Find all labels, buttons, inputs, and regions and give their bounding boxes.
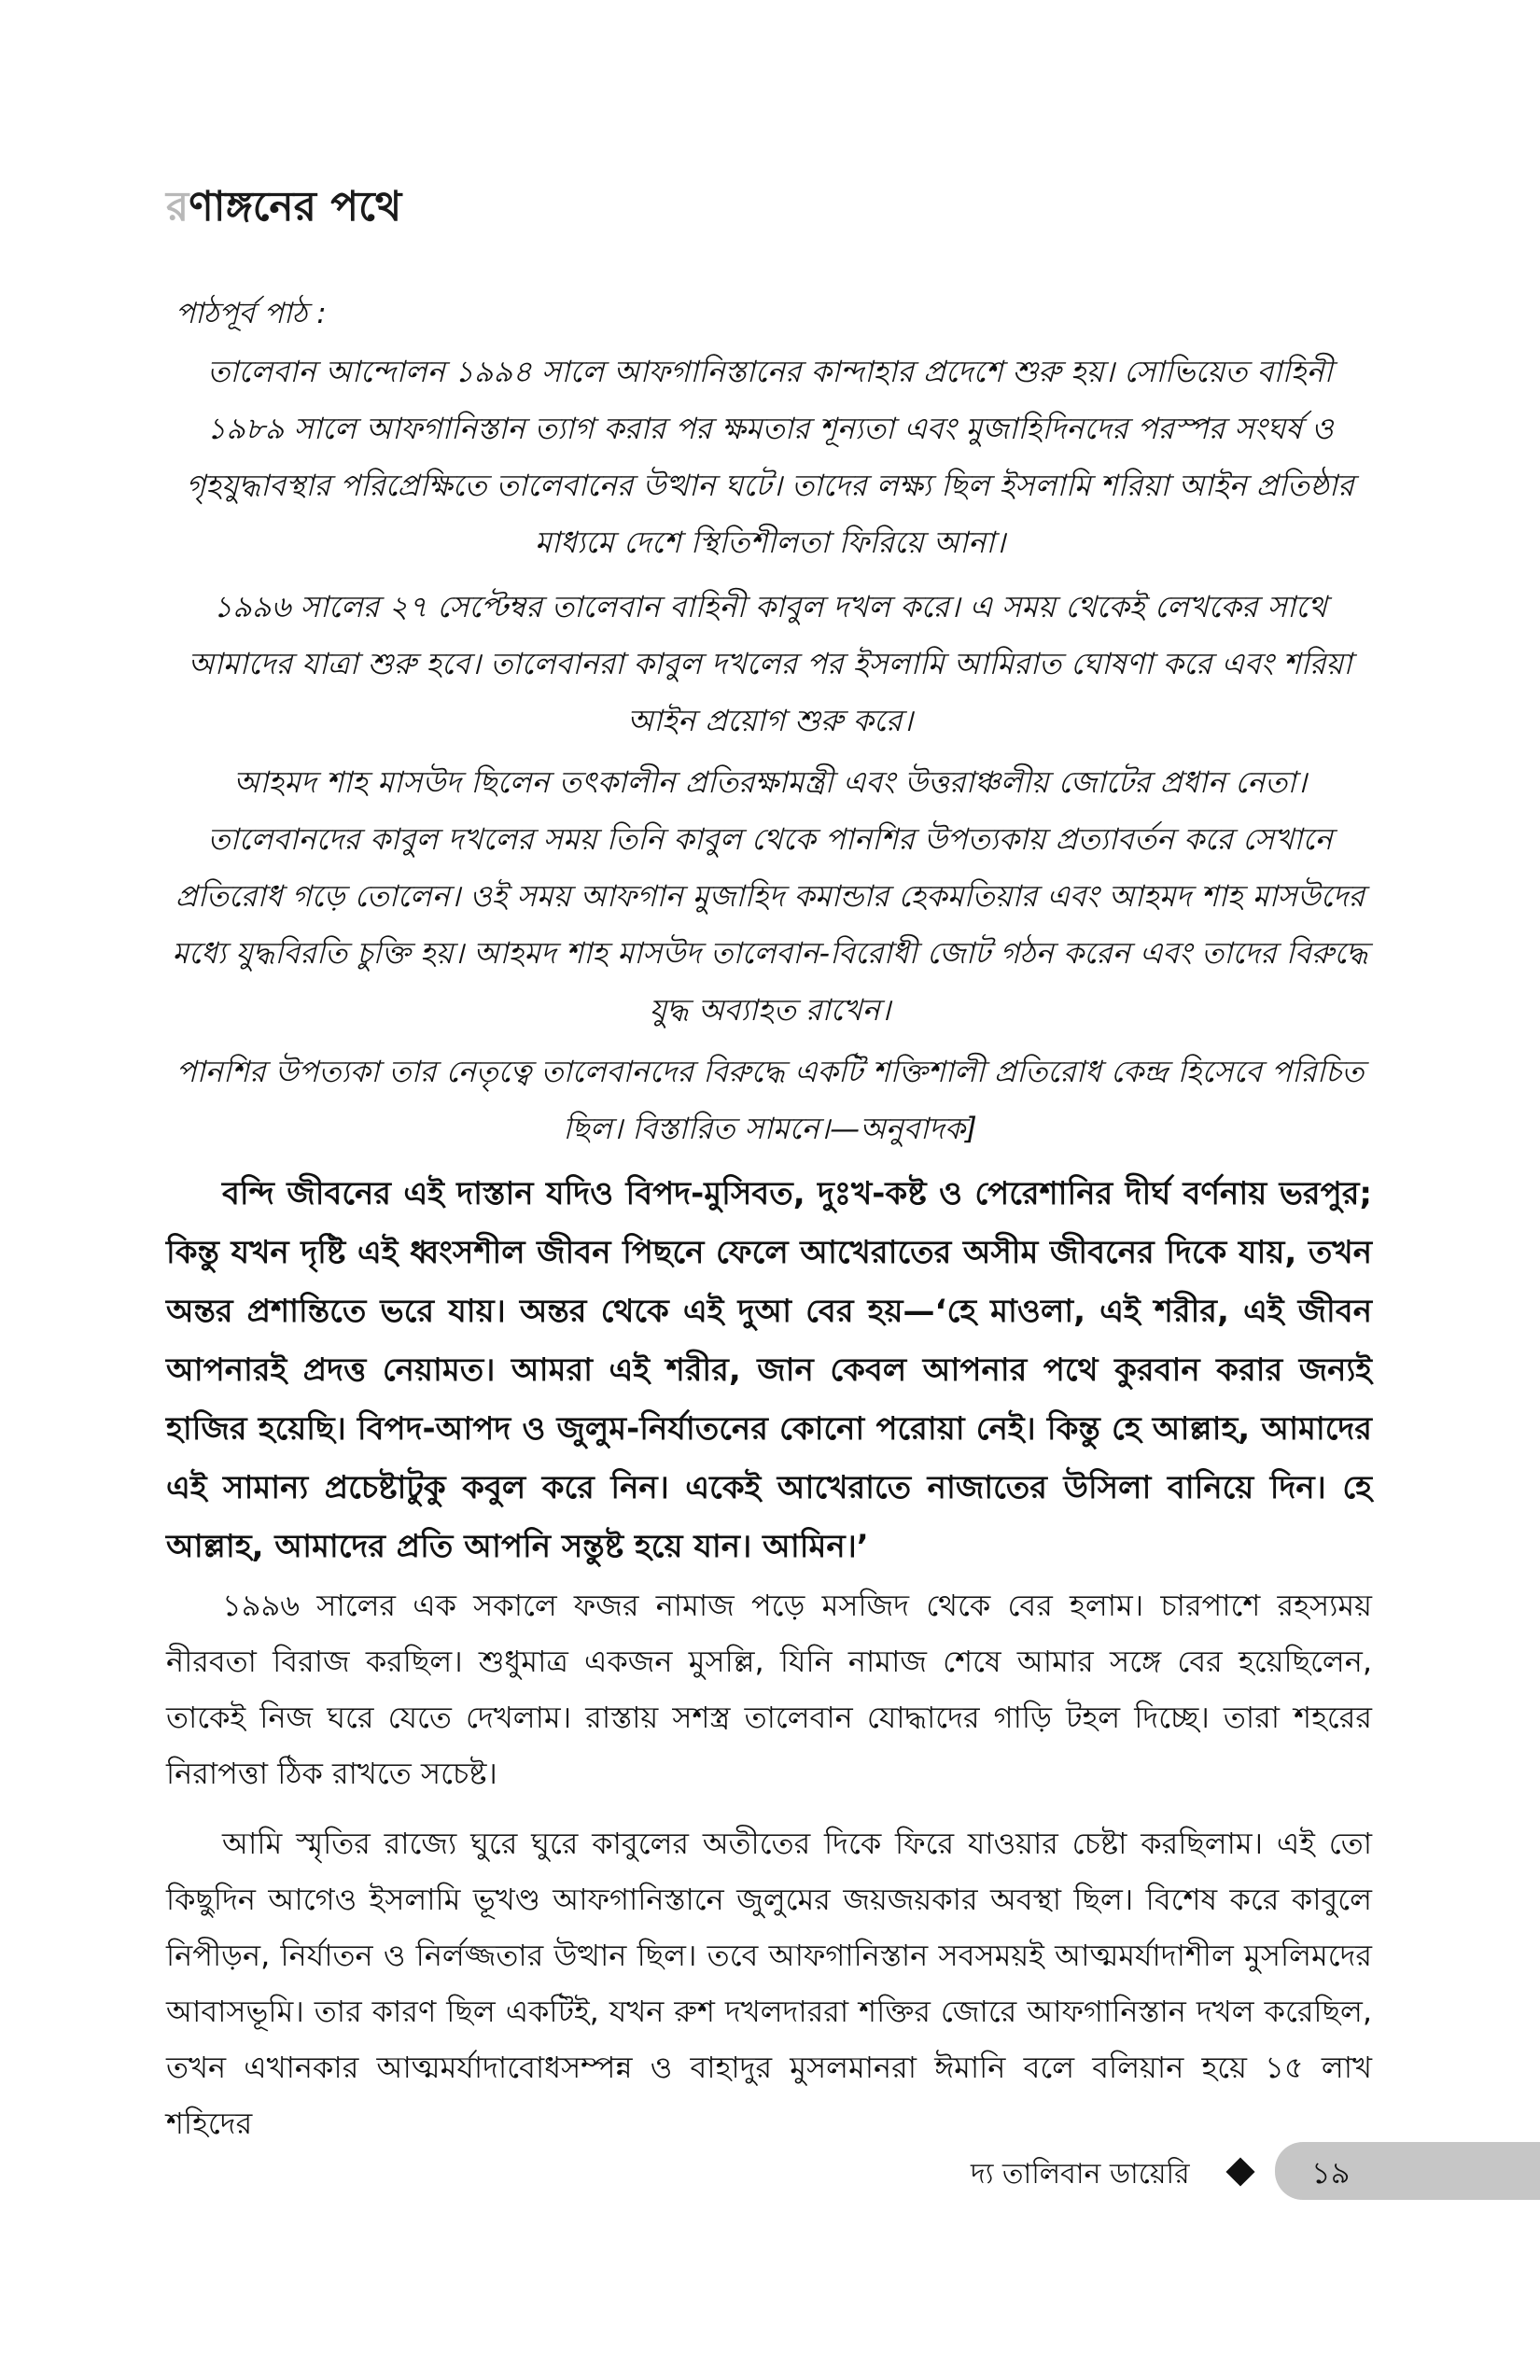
chapter-title-initial: র bbox=[166, 183, 189, 231]
prayer-paragraph: বন্দি জীবনের এই দাস্তান যদিও বিপদ-মুসিবত, দুঃখ-কষ্ট ও পেরেশানির দীর্ঘ বর্ণনায় ভরপুর; কিন্তু যখন দৃষ্টি এই ধ্বংসশীল জীবন পিছনে ফেলে আখেরাতের অসীম জীবনের দিকে যায়, তখন অন্তর প্রশান্তিতে ভরে যায়। অন্তর থেকে এই দুআ বের হয়—‘হে মাওলা, এই শরীর, এই জীবন আপনারই প্রদত্ত নেয়ামত। আমরা এই শরীর, জান কেবল আপনার পথে কুরবান করার জন্যই হাজির হয়েছি। বিপদ-আপদ ও জুলুম-নির্যাতনের কোনো পরোয়া নেই। কিন্তু হে আল্লাহ, আমাদের এই সামান্য প্রচেষ্টাটুকু কবুল করে নিন। একেই আখেরাতে নাজাতের উসিলা বানিয়ে দিন। হে আল্লাহ, আমাদের প্রতি আপনি সন্তুষ্ট হয়ে যান। আমিন।’ bbox=[166, 1175, 1372, 1565]
intro-paragraph: আহমদ শাহ মাসউদ ছিলেন তৎকালীন প্রতিরক্ষামন্ত্রী এবং উত্তরাঞ্চলীয় জোটের প্রধান নেতা। তালেবানদের কাবুল দখলের সময় তিনি কাবুল থেকে পানশির উপত্যকায় প্রত্যাবর্তন করে সেখানে প্রতিরোধ গড়ে তোলেন। ওই সময় আফগান মুজাহিদ কমান্ডার হেকমতিয়ার এবং আহমদ শাহ মাসউদের মধ্যে যুদ্ধবিরতি চুক্তি হয়। আহমদ শাহ মাসউদ তালেবান-বিরোধী জোট গঠন করেন এবং তাদের বিরুদ্ধে যুদ্ধ অব্যাহত রাখেন। bbox=[172, 764, 1368, 1028]
footer-diamond-icon bbox=[1225, 2157, 1254, 2186]
intro-paragraph: ১৯৯৬ সালের ২৭ সেপ্টেম্বর তালেবান বাহিনী কাবুল দখল করে। এ সময় থেকেই লেখকের সাথে আমাদের যাত্রা শুরু হবে। তালেবানরা কাবুল দখলের পর ইসলামি আমিরাত ঘোষণা করে এবং শরিয়া আইন প্রয়োগ শুরু করে। bbox=[188, 589, 1352, 738]
chapter-title bbox=[166, 175, 401, 244]
intro-paragraph: তালেবান আন্দোলন ১৯৯৪ সালে আফগানিস্তানের কান্দাহার প্রদেশে শুরু হয়। সোভিয়েত বাহিনী ১৯৮৯ সালে আফগানিস্তান ত্যাগ করার পর ক্ষমতার শূন্যতা এবং মুজাহিদিনদের পরস্পর সংঘর্ষ ও গৃহযুদ্ধাবস্থার পরিপ্রেক্ষিতে তালেবানের উত্থান ঘটে। তাদের লক্ষ্য ছিল ইসলামি শরিয়া আইন প্রতিষ্ঠার মাধ্যমে দেশে স্থিতিশীলতা ফিরিয়ে আনা। bbox=[186, 354, 1354, 560]
body-paragraph: আমি স্মৃতির রাজ্যে ঘুরে ঘুরে কাবুলের অতীতের দিকে ফিরে যাওয়ার চেষ্টা করছিলাম। এই তো কিছুদিন আগেও ইসলামি ভূখণ্ড আফগানিস্তানে জুলুমের জয়জয়কার অবস্থা ছিল। বিশেষ করে কাবুলে নিপীড়ন, নির্যাতন ও নির্লজ্জতার উত্থান ছিল। তবে আফগানিস্তান সবসময়ই আত্মমর্যাদাশীল মুসলিমদের আবাসভূমি। তার কারণ ছিল একটিই, যখন রুশ দখলদাররা শক্তির জোরে আফগানিস্তান দখল করেছিল, তখন এখানকার আত্মমর্যাদাবোধসম্পন্ন ও বাহাদুর মুসলমানরা ঈমানি বলে বলিয়ান হয়ে ১৫ লাখ শহিদের bbox=[166, 1826, 1372, 2141]
footer-book-title: দ্য তালিবান ডায়েরি bbox=[971, 2158, 1190, 2191]
page-number: ১৯ bbox=[1311, 2155, 1351, 2191]
intro-paragraph: পানশির উপত্যকা তার নেতৃত্বে তালেবানদের বিরুদ্ধে একটি শক্তিশালী প্রতিরোধ কেন্দ্র হিসেবে পরিচিত ছিল। বিস্তারিত সামনে।—অনুবাদক] bbox=[175, 1054, 1365, 1146]
pre-reading-label: পাঠপূর্ব পাঠ : bbox=[175, 297, 327, 330]
chapter-title-text: ণাঙ্গনের পথে bbox=[189, 183, 402, 231]
body-paragraph: ১৯৯৬ সালের এক সকালে ফজর নামাজ পড়ে মসজিদ থেকে বের হলাম। চারপাশে রহস্যময় নীরবতা বিরাজ করছিল। শুধুমাত্র একজন মুসল্লি, যিনি নামাজ শেষে আমার সঙ্গে বের হয়েছিলেন, তাকেই নিজ ঘরে যেতে দেখলাম। রাস্তায় সশস্ত্র তালেবান যোদ্ধাদের গাড়ি টহল দিচ্ছে। তারা শহরের নিরাপত্তা ঠিক রাখতে সচেষ্ট। bbox=[166, 1588, 1372, 1791]
